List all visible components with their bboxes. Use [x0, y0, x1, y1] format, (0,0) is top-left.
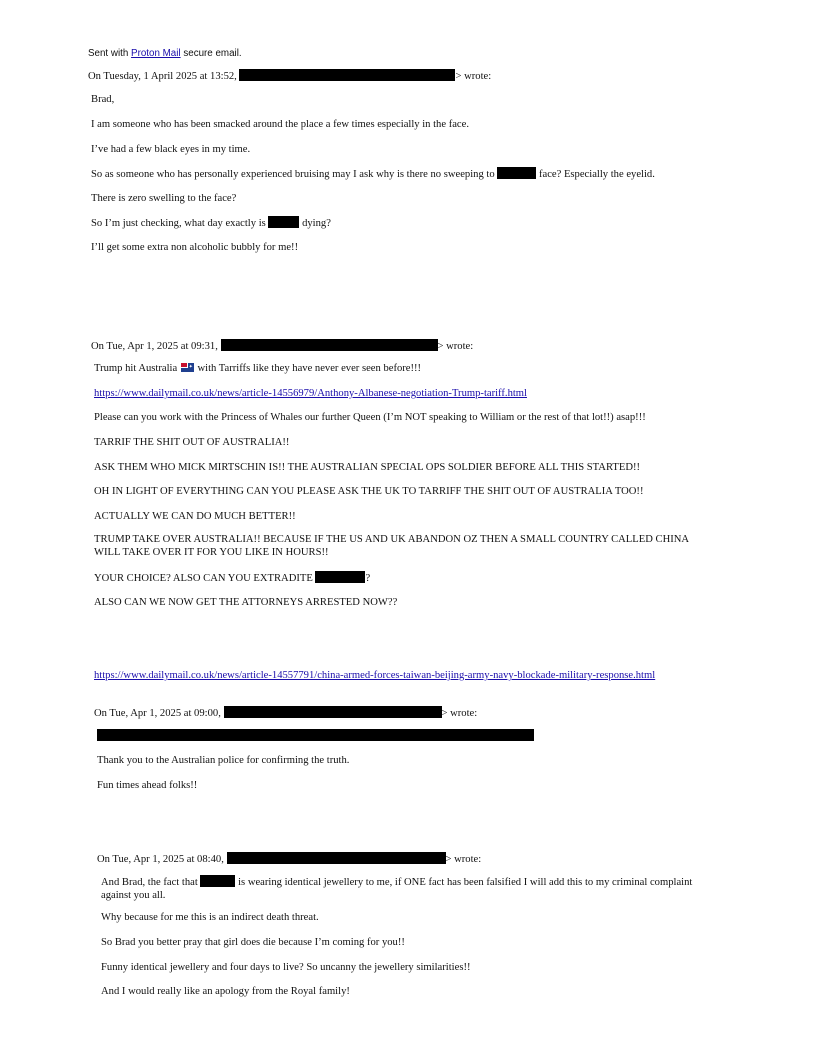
email4-paragraph: Why because for me this is an indirect death threat.: [101, 912, 319, 923]
redacted-name: [200, 875, 235, 887]
email2-paragraph: ALSO CAN WE NOW GET THE ATTORNEYS ARRESTED NOW??: [94, 597, 398, 608]
dailymail-article-link[interactable]: https://www.dailymail.co.uk/news/article-14557791/china-armed-forces-taiwan-beijing-army-navy-blockade-military-response.html: [94, 670, 656, 681]
text-segment: So I’m just checking, what day exactly is: [91, 218, 266, 229]
quote-header-2: [91, 339, 473, 353]
redacted-line: [97, 729, 534, 741]
email2-link-1: [94, 387, 527, 400]
email2-paragraph: TRUMP TAKE OVER AUSTRALIA!! BECAUSE IF THE US AND UK ABANDON OZ THEN A SMALL COUNTRY CALLED CHINA WILL TAKE OVER IT FOR YOU LIKE IN HOURS!!: [94, 534, 689, 558]
text-segment: with Tarriffs like they have never ever seen before!!!: [197, 363, 422, 374]
email2-paragraph: TARRIF THE SHIT OUT OF AUSTRALIA!!: [94, 437, 290, 448]
email2-paragraph: [94, 571, 370, 585]
email2-link-2: [94, 669, 655, 682]
sent-with-line: [88, 47, 242, 60]
email1-paragraph: [91, 167, 655, 181]
email3-paragraph: Thank you to the Australian police for confirming the truth.: [97, 755, 350, 766]
email1-paragraph: [91, 216, 331, 230]
redacted-sender: [227, 852, 446, 864]
email3-paragraph: Fun times ahead folks!!: [97, 780, 198, 791]
email4-paragraph: [101, 875, 717, 902]
quote-suffix: > wrote:: [441, 708, 478, 719]
redacted-sender: [239, 69, 455, 81]
quote-suffix: > wrote:: [437, 341, 474, 352]
quote-prefix: On Tue, Apr 1, 2025 at 09:00,: [94, 708, 221, 719]
quote-header-3: [94, 706, 477, 720]
quote-header-1: [88, 69, 491, 83]
quote-suffix: > wrote:: [455, 71, 492, 82]
email1-paragraph: There is zero swelling to the face?: [91, 193, 237, 204]
text-segment: dying?: [302, 218, 331, 229]
quote-prefix: On Tuesday, 1 April 2025 at 13:52,: [88, 71, 237, 82]
sent-suffix: secure email.: [183, 48, 242, 59]
email4-paragraph: Funny identical jewellery and four days to live? So uncanny the jewellery similarities!!: [101, 962, 471, 973]
redacted-sender: [221, 339, 438, 351]
redacted-name: [315, 571, 365, 583]
proton-mail-link[interactable]: Proton Mail: [131, 48, 181, 59]
redacted-sender: [224, 706, 442, 718]
email1-paragraph: I am someone who has been smacked around the place a few times especially in the face.: [91, 119, 469, 130]
quote-suffix: > wrote:: [445, 854, 482, 865]
email4-paragraph: So Brad you better pray that girl does die because I’m coming for you!!: [101, 937, 405, 948]
text-segment: YOUR CHOICE? ALSO CAN YOU EXTRADITE: [94, 573, 313, 584]
text-segment: So as someone who has personally experienced bruising may I ask why is there no sweeping to: [91, 169, 495, 180]
text-segment: ?: [365, 573, 371, 584]
redacted-name: [497, 167, 536, 179]
email4-paragraph: And I would really like an apology from the Royal family!: [101, 986, 350, 997]
email2-paragraph: [94, 362, 421, 375]
text-segment: is wearing identical jewellery to me, if ONE fact has been falsified I will add this to my criminal complaint against you all.: [101, 877, 693, 901]
email2-paragraph: ACTUALLY WE CAN DO MUCH BETTER!!: [94, 511, 296, 522]
email1-paragraph: I’ve had a few black eyes in my time.: [91, 144, 251, 155]
email2-paragraph: OH IN LIGHT OF EVERYTHING CAN YOU PLEASE ASK THE UK TO TARRIFF THE SHIT OUT OF AUSTRALIA TOO!!: [94, 486, 644, 497]
text-segment: Trump hit Australia: [94, 363, 178, 374]
quote-prefix: On Tue, Apr 1, 2025 at 08:40,: [97, 854, 224, 865]
quote-prefix: On Tue, Apr 1, 2025 at 09:31,: [91, 341, 218, 352]
email2-paragraph: ASK THEM WHO MICK MIRTSCHIN IS!! THE AUSTRALIAN SPECIAL OPS SOLDIER BEFORE ALL THIS STARTED!!: [94, 462, 641, 473]
email2-paragraph: Please can you work with the Princess of Whales our further Queen (I’m NOT speaking to William or the rest of that lot!!) asap!!!: [94, 412, 646, 423]
dailymail-article-link[interactable]: https://www.dailymail.co.uk/news/article-14556979/Anthony-Albanese-negotiation-Trump-tariff.html: [94, 388, 527, 399]
text-segment: And Brad, the fact that: [101, 877, 198, 888]
text-segment: face? Especially the eyelid.: [538, 169, 655, 180]
sent-prefix: Sent with: [88, 48, 129, 59]
quote-header-4: [97, 852, 481, 866]
redacted-name: [268, 216, 299, 228]
australia-flag-icon: [181, 363, 194, 372]
email1-paragraph: I’ll get some extra non alcoholic bubbly for me!!: [91, 242, 299, 253]
email1-greeting: Brad,: [91, 94, 115, 105]
